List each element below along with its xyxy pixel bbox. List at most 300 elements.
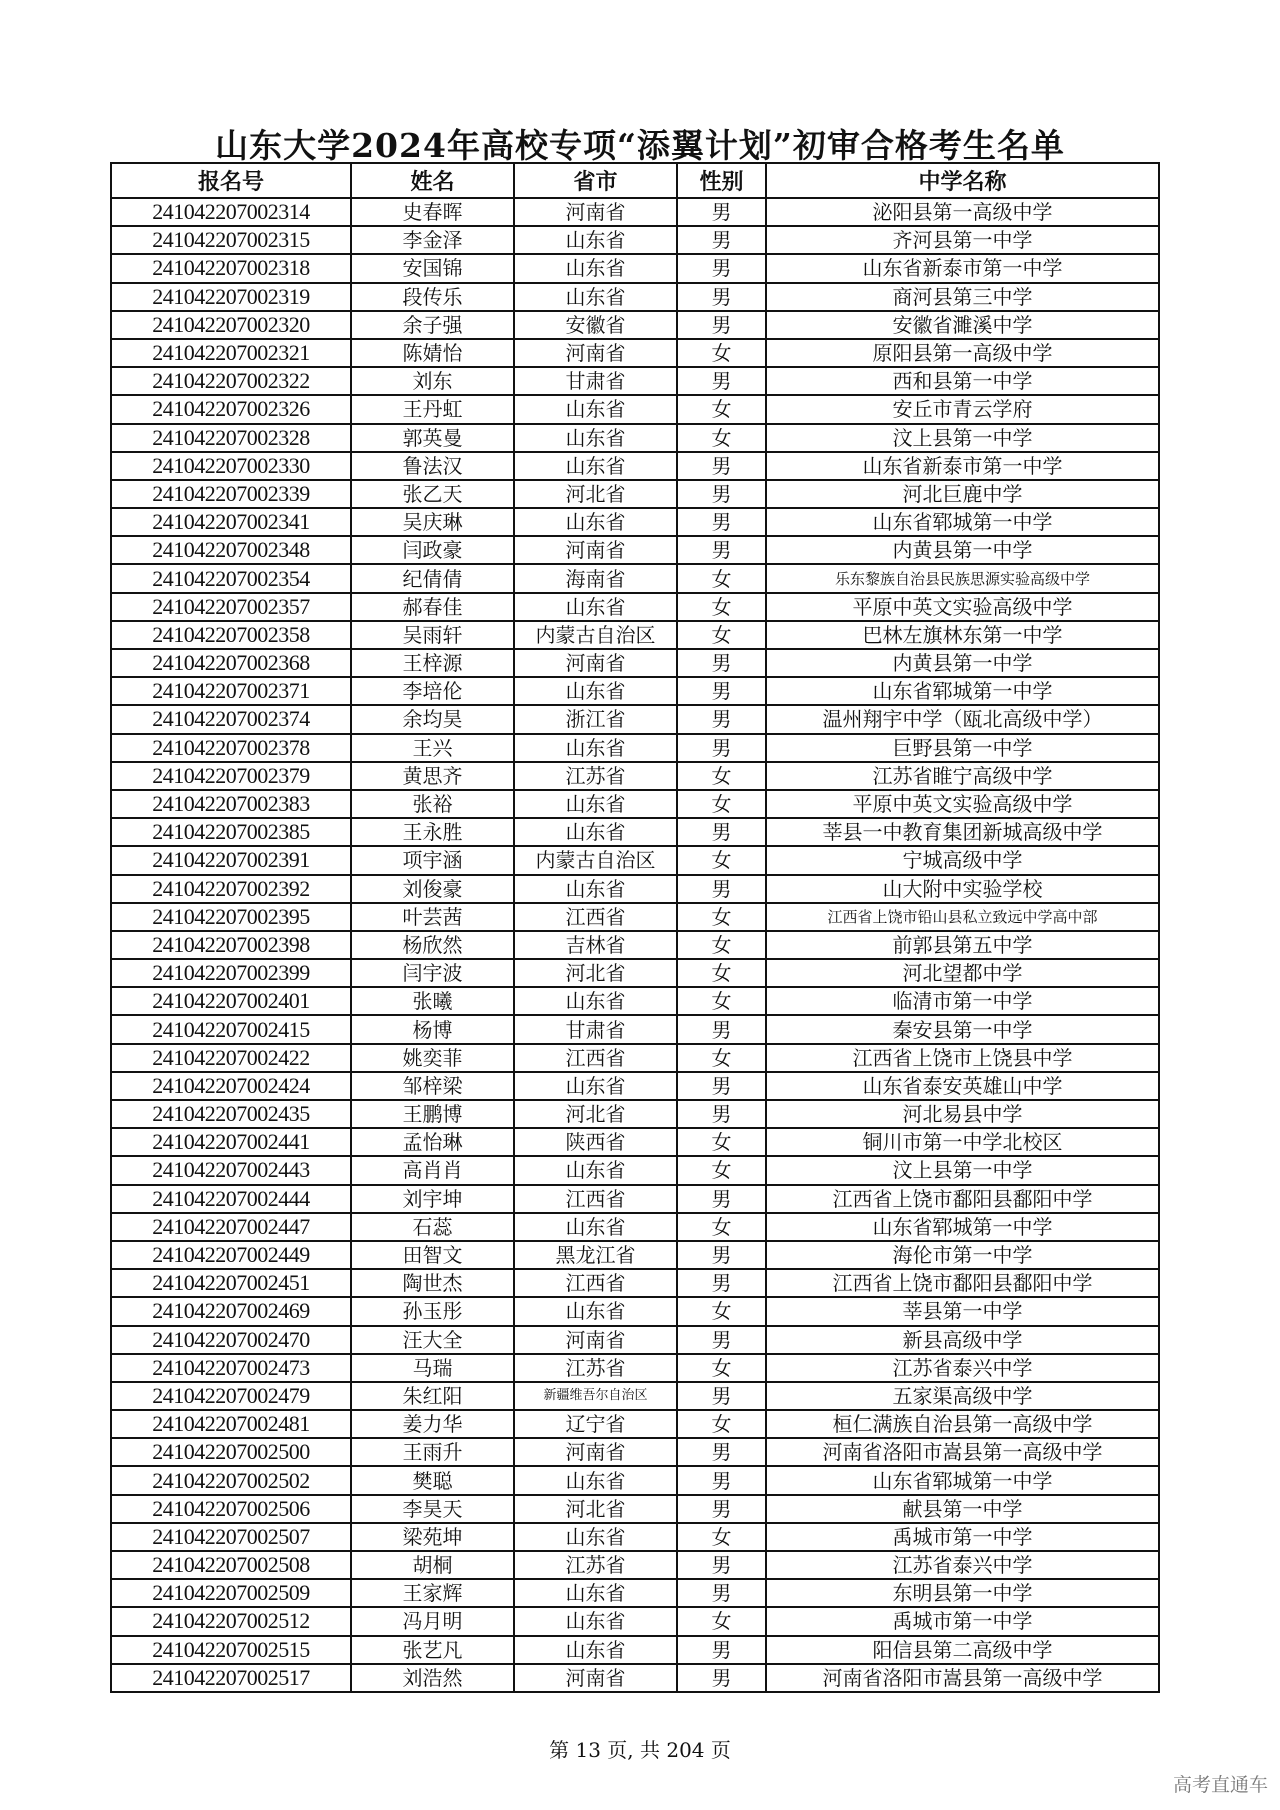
province-cell: 海南省 (514, 564, 677, 592)
province-cell: 甘肃省 (514, 1015, 677, 1043)
registration-number-cell: 241042207002451 (111, 1269, 351, 1297)
table-row (111, 959, 1159, 987)
name-cell: 王永胜 (351, 818, 514, 846)
school-cell: 汶上县第一中学 (766, 1156, 1159, 1184)
table-row (111, 1213, 1159, 1241)
table-row (111, 283, 1159, 311)
name-cell: 李培伦 (351, 677, 514, 705)
gender-cell: 男 (677, 452, 766, 480)
name-cell: 孙玉彤 (351, 1297, 514, 1325)
gender-cell: 女 (677, 1213, 766, 1241)
name-cell: 陶世杰 (351, 1269, 514, 1297)
table-row (111, 1044, 1159, 1072)
name-cell: 王丹虹 (351, 395, 514, 423)
school-cell: 莘县一中教育集团新城高级中学 (766, 818, 1159, 846)
school-cell: 江西省上饶市上饶县中学 (766, 1044, 1159, 1072)
name-cell: 张艺凡 (351, 1636, 514, 1664)
name-cell: 梁苑坤 (351, 1523, 514, 1551)
school-cell: 新县高级中学 (766, 1326, 1159, 1354)
registration-number-cell: 241042207002449 (111, 1241, 351, 1269)
table-row (111, 564, 1159, 592)
table-row (111, 1015, 1159, 1043)
school-cell: 河北易县中学 (766, 1100, 1159, 1128)
school-cell: 莘县第一中学 (766, 1297, 1159, 1325)
gender-cell: 男 (677, 875, 766, 903)
province-cell: 河北省 (514, 959, 677, 987)
gender-cell: 男 (677, 1438, 766, 1466)
registration-number-cell: 241042207002358 (111, 621, 351, 649)
registration-number-cell: 241042207002320 (111, 311, 351, 339)
table-row (111, 593, 1159, 621)
table-row (111, 734, 1159, 762)
province-cell: 江苏省 (514, 1551, 677, 1579)
name-cell: 冯月明 (351, 1607, 514, 1635)
gender-cell: 男 (677, 1579, 766, 1607)
school-cell: 禹城市第一中学 (766, 1607, 1159, 1635)
school-cell: 巴林左旗林东第一中学 (766, 621, 1159, 649)
gender-cell: 女 (677, 762, 766, 790)
province-cell: 山东省 (514, 283, 677, 311)
name-cell: 高肖肖 (351, 1156, 514, 1184)
province-cell: 山东省 (514, 226, 677, 254)
registration-number-cell: 241042207002328 (111, 424, 351, 452)
school-cell: 平原中英文实验高级中学 (766, 790, 1159, 818)
name-cell: 汪大全 (351, 1326, 514, 1354)
province-cell: 河南省 (514, 198, 677, 226)
table-row (111, 1297, 1159, 1325)
school-cell: 平原中英文实验高级中学 (766, 593, 1159, 621)
province-cell: 江西省 (514, 1269, 677, 1297)
registration-number-cell: 241042207002379 (111, 762, 351, 790)
school-cell: 山东省郓城第一中学 (766, 508, 1159, 536)
school-cell: 桓仁满族自治县第一高级中学 (766, 1410, 1159, 1438)
registration-number-cell: 241042207002506 (111, 1495, 351, 1523)
table-row (111, 1072, 1159, 1100)
registration-number-cell: 241042207002326 (111, 395, 351, 423)
registration-number-cell: 241042207002479 (111, 1382, 351, 1410)
registration-number-cell: 241042207002443 (111, 1156, 351, 1184)
table-row (111, 1495, 1159, 1523)
registration-number-cell: 241042207002368 (111, 649, 351, 677)
school-cell: 江西省上饶市鄱阳县鄱阳中学 (766, 1269, 1159, 1297)
school-cell: 河南省洛阳市嵩县第一高级中学 (766, 1664, 1159, 1692)
province-cell: 河北省 (514, 480, 677, 508)
gender-cell: 女 (677, 593, 766, 621)
candidate-table (110, 162, 1160, 1693)
province-cell: 山东省 (514, 1523, 677, 1551)
name-cell: 李昊天 (351, 1495, 514, 1523)
registration-number-cell: 241042207002469 (111, 1297, 351, 1325)
registration-number-cell: 241042207002354 (111, 564, 351, 592)
school-cell: 江苏省泰兴中学 (766, 1354, 1159, 1382)
table-row (111, 1410, 1159, 1438)
school-cell: 东明县第一中学 (766, 1579, 1159, 1607)
gender-cell: 男 (677, 1664, 766, 1692)
table-row (111, 987, 1159, 1015)
registration-number-cell: 241042207002392 (111, 875, 351, 903)
registration-number-cell: 241042207002348 (111, 536, 351, 564)
gender-cell: 女 (677, 621, 766, 649)
province-cell: 山东省 (514, 790, 677, 818)
registration-number-cell: 241042207002422 (111, 1044, 351, 1072)
province-cell: 江苏省 (514, 762, 677, 790)
province-cell: 河南省 (514, 536, 677, 564)
name-cell: 鲁法汉 (351, 452, 514, 480)
registration-number-cell: 241042207002444 (111, 1185, 351, 1213)
table-row (111, 367, 1159, 395)
gender-cell: 男 (677, 1269, 766, 1297)
gender-cell: 女 (677, 395, 766, 423)
registration-number-cell: 241042207002315 (111, 226, 351, 254)
name-cell: 刘宇坤 (351, 1185, 514, 1213)
school-cell: 江苏省睢宁高级中学 (766, 762, 1159, 790)
registration-number-cell: 241042207002441 (111, 1128, 351, 1156)
name-cell: 黄思齐 (351, 762, 514, 790)
table-row (111, 846, 1159, 874)
table-row (111, 198, 1159, 226)
document-title: 山东大学2024年高校专项“添翼计划”初审合格考生名单 (215, 126, 1065, 165)
school-cell: 河北巨鹿中学 (766, 480, 1159, 508)
registration-number-cell: 241042207002507 (111, 1523, 351, 1551)
registration-number-cell: 241042207002374 (111, 705, 351, 733)
table-header-row (111, 163, 1159, 198)
name-cell: 闫宇波 (351, 959, 514, 987)
table-row (111, 536, 1159, 564)
province-cell: 吉林省 (514, 931, 677, 959)
registration-number-cell: 241042207002391 (111, 846, 351, 874)
gender-cell: 男 (677, 649, 766, 677)
registration-number-cell: 241042207002378 (111, 734, 351, 762)
name-cell: 王鹏博 (351, 1100, 514, 1128)
name-cell: 胡桐 (351, 1551, 514, 1579)
gender-cell: 男 (677, 1015, 766, 1043)
school-cell: 山东省新泰市第一中学 (766, 452, 1159, 480)
gender-cell: 女 (677, 846, 766, 874)
name-cell: 纪倩倩 (351, 564, 514, 592)
name-cell: 杨博 (351, 1015, 514, 1043)
province-cell: 江西省 (514, 1044, 677, 1072)
gender-cell: 男 (677, 367, 766, 395)
gender-cell: 男 (677, 1326, 766, 1354)
gender-cell: 女 (677, 987, 766, 1015)
table-row (111, 1354, 1159, 1382)
table-row (111, 818, 1159, 846)
gender-cell: 女 (677, 959, 766, 987)
school-cell: 江西省上饶市鄱阳县鄱阳中学 (766, 1185, 1159, 1213)
table-row (111, 452, 1159, 480)
gender-cell: 男 (677, 1382, 766, 1410)
registration-number-cell: 241042207002398 (111, 931, 351, 959)
registration-number-cell: 241042207002447 (111, 1213, 351, 1241)
school-cell: 山东省郓城第一中学 (766, 1466, 1159, 1494)
province-cell: 河北省 (514, 1100, 677, 1128)
table-row (111, 1664, 1159, 1692)
registration-number-cell: 241042207002339 (111, 480, 351, 508)
gender-cell: 女 (677, 1128, 766, 1156)
registration-number-cell: 241042207002509 (111, 1579, 351, 1607)
school-cell: 禹城市第一中学 (766, 1523, 1159, 1551)
name-cell: 张裕 (351, 790, 514, 818)
gender-cell: 男 (677, 818, 766, 846)
registration-number-cell: 241042207002330 (111, 452, 351, 480)
table-row (111, 903, 1159, 931)
province-cell: 山东省 (514, 508, 677, 536)
province-cell: 山东省 (514, 875, 677, 903)
province-cell: 山东省 (514, 1607, 677, 1635)
province-cell: 河北省 (514, 1495, 677, 1523)
table-row (111, 508, 1159, 536)
table-row (111, 339, 1159, 367)
province-cell: 内蒙古自治区 (514, 621, 677, 649)
table-row (111, 931, 1159, 959)
name-cell: 陈婧怡 (351, 339, 514, 367)
gender-cell: 男 (677, 254, 766, 282)
registration-number-cell: 241042207002512 (111, 1607, 351, 1635)
registration-number-cell: 241042207002473 (111, 1354, 351, 1382)
name-cell: 项宇涵 (351, 846, 514, 874)
province-cell: 山东省 (514, 1579, 677, 1607)
school-cell: 临清市第一中学 (766, 987, 1159, 1015)
province-cell: 山东省 (514, 1156, 677, 1184)
registration-number-cell: 241042207002318 (111, 254, 351, 282)
registration-number-cell: 241042207002502 (111, 1466, 351, 1494)
province-cell: 山东省 (514, 395, 677, 423)
registration-number-cell: 241042207002515 (111, 1636, 351, 1664)
gender-cell: 女 (677, 339, 766, 367)
table-row (111, 1466, 1159, 1494)
school-cell: 山大附中实验学校 (766, 875, 1159, 903)
gender-cell: 男 (677, 226, 766, 254)
name-cell: 马瑞 (351, 1354, 514, 1382)
school-cell: 商河县第三中学 (766, 283, 1159, 311)
registration-number-cell: 241042207002517 (111, 1664, 351, 1692)
school-cell: 原阳县第一高级中学 (766, 339, 1159, 367)
province-cell: 江西省 (514, 903, 677, 931)
province-cell: 山东省 (514, 987, 677, 1015)
table-row (111, 1438, 1159, 1466)
name-cell: 杨欣然 (351, 931, 514, 959)
gender-cell: 女 (677, 564, 766, 592)
gender-cell: 女 (677, 790, 766, 818)
table-row (111, 1100, 1159, 1128)
registration-number-cell: 241042207002371 (111, 677, 351, 705)
header-province: 省市 (514, 163, 677, 198)
name-cell: 张乙天 (351, 480, 514, 508)
gender-cell: 男 (677, 508, 766, 536)
province-cell: 山东省 (514, 1072, 677, 1100)
gender-cell: 女 (677, 1297, 766, 1325)
table-row (111, 254, 1159, 282)
name-cell: 樊聪 (351, 1466, 514, 1494)
registration-number-cell: 241042207002470 (111, 1326, 351, 1354)
school-cell: 内黄县第一中学 (766, 536, 1159, 564)
name-cell: 孟怡琳 (351, 1128, 514, 1156)
table-row (111, 1636, 1159, 1664)
gender-cell: 男 (677, 198, 766, 226)
table-row (111, 1185, 1159, 1213)
registration-number-cell: 241042207002508 (111, 1551, 351, 1579)
table-row (111, 480, 1159, 508)
registration-number-cell: 241042207002319 (111, 283, 351, 311)
registration-number-cell: 241042207002399 (111, 959, 351, 987)
registration-number-cell: 241042207002357 (111, 593, 351, 621)
table-row (111, 790, 1159, 818)
province-cell: 山东省 (514, 593, 677, 621)
province-cell: 黑龙江省 (514, 1241, 677, 1269)
gender-cell: 男 (677, 1185, 766, 1213)
name-cell: 叶芸茜 (351, 903, 514, 931)
school-cell: 献县第一中学 (766, 1495, 1159, 1523)
name-cell: 石蕊 (351, 1213, 514, 1241)
header-name: 姓名 (351, 163, 514, 198)
table-row (111, 1128, 1159, 1156)
school-cell: 安丘市青云学府 (766, 395, 1159, 423)
gender-cell: 男 (677, 705, 766, 733)
school-cell: 秦安县第一中学 (766, 1015, 1159, 1043)
province-cell: 山东省 (514, 1466, 677, 1494)
province-cell: 河南省 (514, 1326, 677, 1354)
gender-cell: 男 (677, 311, 766, 339)
province-cell: 新疆维吾尔自治区 (514, 1382, 677, 1410)
table-row (111, 311, 1159, 339)
name-cell: 安国锦 (351, 254, 514, 282)
registration-number-cell: 241042207002314 (111, 198, 351, 226)
registration-number-cell: 241042207002500 (111, 1438, 351, 1466)
school-cell: 巨野县第一中学 (766, 734, 1159, 762)
name-cell: 刘俊豪 (351, 875, 514, 903)
name-cell: 邹梓梁 (351, 1072, 514, 1100)
table-row (111, 1523, 1159, 1551)
name-cell: 余子强 (351, 311, 514, 339)
table-row (111, 875, 1159, 903)
province-cell: 江苏省 (514, 1354, 677, 1382)
name-cell: 余均昊 (351, 705, 514, 733)
name-cell: 王兴 (351, 734, 514, 762)
name-cell: 刘浩然 (351, 1664, 514, 1692)
gender-cell: 女 (677, 903, 766, 931)
registration-number-cell: 241042207002435 (111, 1100, 351, 1128)
gender-cell: 男 (677, 480, 766, 508)
name-cell: 张曦 (351, 987, 514, 1015)
school-cell: 山东省新泰市第一中学 (766, 254, 1159, 282)
school-cell: 河北望都中学 (766, 959, 1159, 987)
province-cell: 内蒙古自治区 (514, 846, 677, 874)
province-cell: 山东省 (514, 1297, 677, 1325)
gender-cell: 女 (677, 424, 766, 452)
name-cell: 田智文 (351, 1241, 514, 1269)
school-cell: 河南省洛阳市嵩县第一高级中学 (766, 1438, 1159, 1466)
school-cell: 铜川市第一中学北校区 (766, 1128, 1159, 1156)
school-cell: 宁城高级中学 (766, 846, 1159, 874)
registration-number-cell: 241042207002415 (111, 1015, 351, 1043)
province-cell: 河南省 (514, 1438, 677, 1466)
name-cell: 姜力华 (351, 1410, 514, 1438)
gender-cell: 女 (677, 1410, 766, 1438)
school-cell: 西和县第一中学 (766, 367, 1159, 395)
name-cell: 段传乐 (351, 283, 514, 311)
gender-cell: 女 (677, 931, 766, 959)
table-row (111, 1156, 1159, 1184)
header-school: 中学名称 (766, 163, 1159, 198)
name-cell: 史春晖 (351, 198, 514, 226)
gender-cell: 男 (677, 536, 766, 564)
name-cell: 闫政豪 (351, 536, 514, 564)
gender-cell: 女 (677, 1607, 766, 1635)
school-cell: 山东省泰安英雄山中学 (766, 1072, 1159, 1100)
gender-cell: 男 (677, 1072, 766, 1100)
registration-number-cell: 241042207002395 (111, 903, 351, 931)
registration-number-cell: 241042207002322 (111, 367, 351, 395)
registration-number-cell: 241042207002341 (111, 508, 351, 536)
school-cell: 海伦市第一中学 (766, 1241, 1159, 1269)
name-cell: 吴庆琳 (351, 508, 514, 536)
school-cell: 内黄县第一中学 (766, 649, 1159, 677)
province-cell: 陕西省 (514, 1128, 677, 1156)
province-cell: 江西省 (514, 1185, 677, 1213)
province-cell: 山东省 (514, 677, 677, 705)
province-cell: 山东省 (514, 452, 677, 480)
name-cell: 姚奕菲 (351, 1044, 514, 1072)
province-cell: 河南省 (514, 1664, 677, 1692)
header-registration-number: 报名号 (111, 163, 351, 198)
province-cell: 山东省 (514, 818, 677, 846)
registration-number-cell: 241042207002481 (111, 1410, 351, 1438)
header-gender: 性别 (677, 163, 766, 198)
province-cell: 山东省 (514, 1213, 677, 1241)
table-row (111, 762, 1159, 790)
registration-number-cell: 241042207002321 (111, 339, 351, 367)
school-cell: 阳信县第二高级中学 (766, 1636, 1159, 1664)
name-cell: 王家辉 (351, 1579, 514, 1607)
name-cell: 吴雨轩 (351, 621, 514, 649)
registration-number-cell: 241042207002401 (111, 987, 351, 1015)
page-number: 第 13 页, 共 204 页 (549, 1738, 731, 1762)
name-cell: 刘东 (351, 367, 514, 395)
school-cell: 山东省郓城第一中学 (766, 1213, 1159, 1241)
gender-cell: 男 (677, 1241, 766, 1269)
table-row (111, 226, 1159, 254)
province-cell: 山东省 (514, 424, 677, 452)
school-cell: 汶上县第一中学 (766, 424, 1159, 452)
gender-cell: 男 (677, 677, 766, 705)
table-row (111, 1241, 1159, 1269)
province-cell: 河南省 (514, 339, 677, 367)
school-cell: 温州翔宇中学（瓯北高级中学） (766, 705, 1159, 733)
table-row (111, 1551, 1159, 1579)
name-cell: 王雨升 (351, 1438, 514, 1466)
province-cell: 安徽省 (514, 311, 677, 339)
table-row (111, 677, 1159, 705)
province-cell: 甘肃省 (514, 367, 677, 395)
school-cell: 安徽省濉溪中学 (766, 311, 1159, 339)
watermark: 高考直通车 (1172, 1774, 1268, 1796)
gender-cell: 女 (677, 1354, 766, 1382)
name-cell: 郝春佳 (351, 593, 514, 621)
school-cell: 五家渠高级中学 (766, 1382, 1159, 1410)
table-row (111, 705, 1159, 733)
table-row (111, 649, 1159, 677)
school-cell: 江苏省泰兴中学 (766, 1551, 1159, 1579)
province-cell: 山东省 (514, 734, 677, 762)
gender-cell: 男 (677, 734, 766, 762)
province-cell: 河南省 (514, 649, 677, 677)
table-row (111, 1326, 1159, 1354)
table-row (111, 1579, 1159, 1607)
gender-cell: 男 (677, 1100, 766, 1128)
province-cell: 山东省 (514, 1636, 677, 1664)
table-row (111, 395, 1159, 423)
gender-cell: 男 (677, 1636, 766, 1664)
